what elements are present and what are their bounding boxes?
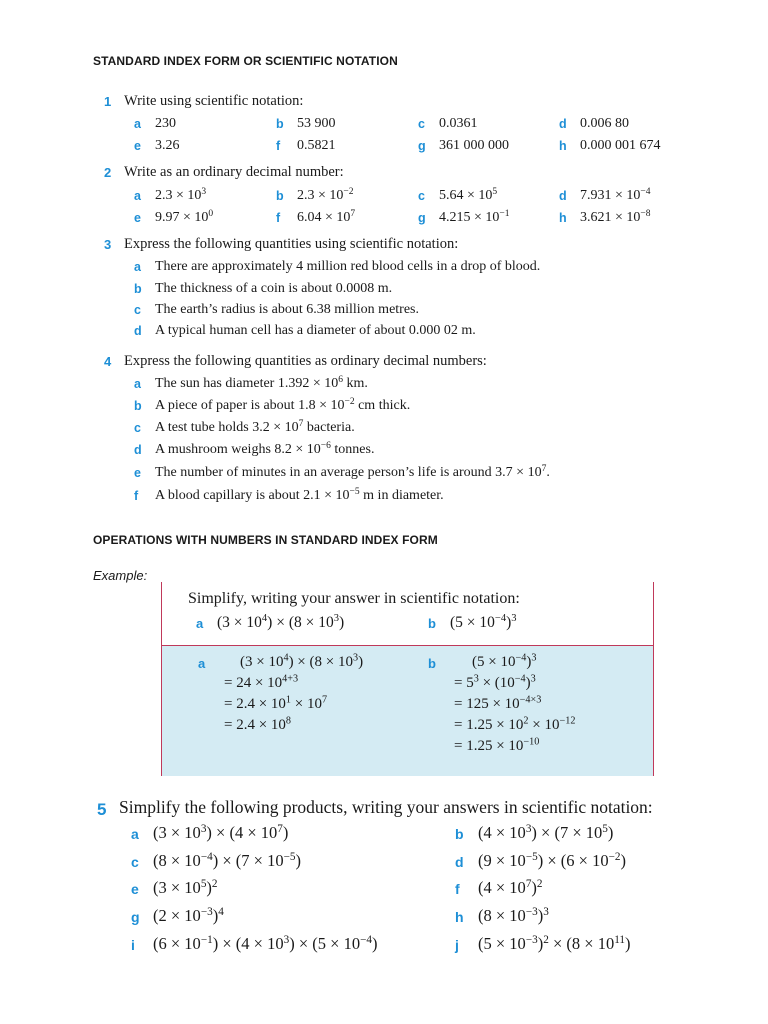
item-label: d [559,189,567,203]
item-expression: $(4 \times 10^7)^2$ [478,877,543,897]
item-value: 0.000 001 674 [580,138,661,153]
example-question-b: $(5 \times 10^{-4})^3$ [450,613,517,631]
item-text: The sun has diameter $1.392 \times 10^6$ km. [155,374,368,391]
item-value: 361 000 000 [439,138,509,153]
item-label: c [418,117,425,131]
item-label: g [418,139,426,153]
example-prompt: Simplify, writing your answer in scientific notation: [188,590,520,607]
item-label: d [134,324,142,338]
item-label: f [276,211,281,225]
item-label: c [418,189,425,203]
item-expression: $(5 \times 10^{-3})^2 \times (8 \times 10^{11})$ [478,933,631,953]
item-label: g [418,211,426,225]
item-label: b [134,399,142,413]
item-value: 0.0361 [439,116,478,131]
item-label: h [455,909,464,925]
solution-b-line: = $1.25 \times 10^{-10}$ [454,736,540,754]
item-text: A blood capillary is about $2.1 \times 10^{-5}$ m in diameter. [155,486,444,503]
item-label: i [131,937,135,953]
item-label: d [455,854,464,870]
item-value: $7.931 \times 10^{-4}$ [580,186,651,203]
item-label: e [131,881,139,897]
item-label: c [134,421,141,435]
item-label: h [559,211,567,225]
question-number: 1 [104,94,112,109]
item-text: The number of minutes in an average person’s life is around $3.7 \times 10^7$. [155,463,550,480]
item-label: f [276,139,281,153]
solution-b-line: = $125 \times 10^{-4\times 3}$ [454,694,542,712]
item-expression: $(3 \times 10^5)^2$ [153,877,218,897]
item-label: a [131,826,139,842]
item-label: b [455,826,464,842]
item-value: $9.97 \times 10^0$ [155,208,214,225]
item-text: A mushroom weighs $8.2 \times 10^{-6}$ tonnes. [155,440,375,457]
question-number: 4 [104,354,112,369]
item-label: a [134,377,141,391]
item-expression: $(3 \times 10^3) \times (4 \times 10^7)$ [153,822,289,842]
example-question-a: $(3 \times 10^4) \times (8 \times 10^3)$ [217,613,345,631]
item-label: d [559,117,567,131]
question-number: 5 [97,800,107,819]
item-label: a [134,117,141,131]
item-expression: $(8 \times 10^{-3})^3$ [478,905,549,925]
item-value: $3.621 \times 10^{-8}$ [580,208,651,225]
item-value: $2.3 \times 10^3$ [155,186,207,203]
item-value: $6.04 \times 10^7$ [297,208,356,225]
item-value: 3.26 [155,138,180,153]
solution-label-a: a [198,656,206,671]
solution-a-line: = $2.4 \times 10^1 \times 10^7$ [224,694,328,712]
question-number: 3 [104,237,112,252]
question-prompt: Write using scientific notation: [124,93,304,109]
item-label: c [134,303,141,317]
item-expression: $(2 \times 10^{-3})^4$ [153,905,224,925]
item-label: b [276,189,284,203]
solution-b-line: $(5 \times 10^{-4})^3$ [472,652,537,670]
item-value: $2.3 \times 10^{-2}$ [297,186,354,203]
item-expression: $(8 \times 10^{-4}) \times (7 \times 10^{-5})$ [153,850,302,870]
section-heading: STANDARD INDEX FORM OR SCIENTIFIC NOTATION [93,54,398,68]
question-prompt: Express the following quantities as ordinary decimal numbers: [124,353,487,369]
item-value: 0.5821 [297,138,336,153]
item-label: e [134,211,141,225]
item-label: h [559,139,567,153]
example-box [161,582,654,776]
item-value: 0.006 80 [580,116,629,131]
item-text: There are approximately 4 million red blood cells in a drop of blood. [155,259,541,274]
item-label: j [455,937,459,953]
item-label: f [455,881,460,897]
item-value: 230 [155,116,176,131]
item-label: b [134,282,142,296]
solution-a-line: = $2.4 \times 10^8$ [224,715,292,733]
solution-a-line: = $24 \times 10^{4+3}$ [224,673,299,691]
solution-b-line: = $1.25 \times 10^2 \times 10^{-12}$ [454,715,576,733]
item-value: $5.64 \times 10^5$ [439,186,498,203]
example-label-a: a [196,616,204,631]
item-label: g [131,909,140,925]
item-text: A piece of paper is about $1.8 \times 10^{-2}$ cm thick. [155,396,411,413]
item-expression: $(9 \times 10^{-5}) \times (6 \times 10^{-2})$ [478,850,627,870]
question-prompt: Simplify the following products, writing your answers in scientific notation: [119,797,653,817]
question-prompt: Write as an ordinary decimal number: [124,164,344,180]
item-text: The earth’s radius is about 6.38 million metres. [155,302,420,317]
item-text: The thickness of a coin is about 0.0008 m. [155,281,393,296]
item-label: f [134,489,139,503]
item-text: A typical human cell has a diameter of about 0.000 02 m. [155,323,476,338]
solution-a-line: $(3 \times 10^4) \times (8 \times 10^3)$ [240,652,364,670]
item-expression: $(6 \times 10^{-1}) \times (4 \times 10^3) \times (5 \times 10^{-4})$ [153,933,378,953]
item-label: e [134,466,141,480]
item-label: c [131,854,139,870]
item-label: a [134,260,141,274]
item-label: b [276,117,284,131]
item-expression: $(4 \times 10^3) \times (7 \times 10^5)$ [478,822,614,842]
solution-label-b: b [428,656,436,671]
question-number: 2 [104,165,112,180]
item-text: A test tube holds $3.2 \times 10^7$ bacteria. [155,418,355,435]
section-heading: OPERATIONS WITH NUMBERS IN STANDARD INDEX FORM [93,533,438,547]
item-value: $4.215 \times 10^{-1}$ [439,208,510,225]
example-label-b: b [428,616,436,631]
question-prompt: Express the following quantities using scientific notation: [124,236,459,252]
item-label: d [134,443,142,457]
example-solution-panel [162,645,653,776]
item-value: 53 900 [297,116,336,131]
solution-b-line: = $5^3 \times (10^{-4})^3$ [454,673,536,691]
item-label: a [134,189,141,203]
example-label: Example: [93,568,148,583]
item-label: e [134,139,141,153]
